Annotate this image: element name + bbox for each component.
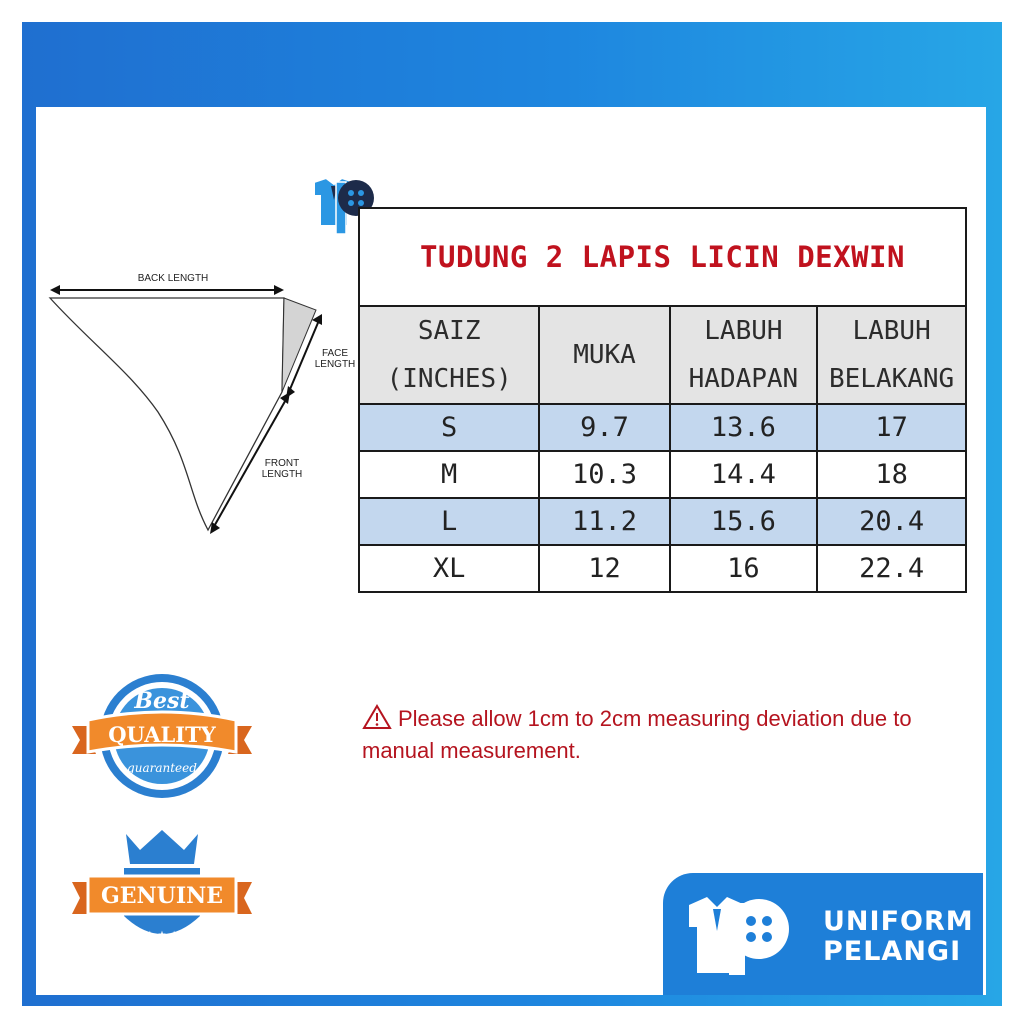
quality-seal-icon [68,668,256,806]
genuine-badge [68,828,256,956]
svg-text:★ ★ ★: ★ ★ ★ [145,930,179,941]
cell-belakang: 22.4 [817,545,966,592]
header-hadapan-line2: HADAPAN [688,364,799,394]
badge-best-text: Best [134,688,190,714]
header-muka: MUKA [539,306,669,404]
cell-hadapan: 14.4 [670,451,818,498]
cell-size: S [359,404,539,451]
cell-size: M [359,451,539,498]
table-row [359,404,966,451]
table-row [359,545,966,592]
warning-icon [362,704,392,730]
back-length-label: BACK LENGTH [137,273,209,284]
table-title: TUDUNG 2 LAPIS LICIN DEXWIN [359,208,966,306]
header-labuh-belakang [817,306,966,404]
cell-belakang: 20.4 [817,498,966,545]
brand-block [663,873,983,995]
table-header-row [359,306,966,404]
brand-name-line1: UNIFORM [823,906,974,937]
badge-quality-text: QUALITY [108,722,216,747]
best-quality-badge [68,668,256,806]
note-text: Please allow 1cm to 2cm measuring deviation due to manual measurement. [362,706,912,763]
header-labuh-hadapan [670,306,818,404]
cell-muka: 12 [539,545,669,592]
cell-hadapan: 13.6 [670,404,818,451]
brand-name-line2: PELANGI [823,936,962,967]
cell-hadapan: 16 [670,545,818,592]
hijab-outline-icon [40,262,370,542]
table-row [359,498,966,545]
front-length-label-line2: LENGTH [261,469,303,480]
shirt-button-logo-icon [687,895,799,977]
header-hadapan-line1: LABUH [704,316,783,346]
cell-muka: 11.2 [539,498,669,545]
cell-belakang: 18 [817,451,966,498]
badge-guaranteed-text: guaranteed [127,761,197,775]
header-size-line2: (INCHES) [386,364,512,394]
table-row [359,451,966,498]
badge-genuine-text: GENUINE [100,883,224,909]
cell-muka: 10.3 [539,451,669,498]
table-title-row [359,208,966,306]
cell-hadapan: 15.6 [670,498,818,545]
front-length-label-line1: FRONT [264,458,300,469]
cell-muka: 9.7 [539,404,669,451]
brand-name [823,907,974,967]
face-length-label-line2: LENGTH [314,359,356,370]
hijab-measurement-diagram [40,262,370,542]
header-size-line1: SAIZ [417,316,481,346]
header-belakang-line2: BELAKANG [828,364,955,394]
header-size [359,306,539,404]
genuine-shield-icon [68,828,256,956]
measurement-note [362,703,962,767]
face-length-label-line1: FACE [321,348,349,359]
cell-size: XL [359,545,539,592]
size-chart-table [358,207,967,593]
face-length-label [310,348,360,370]
header-belakang-line1: LABUH [852,316,931,346]
cell-belakang: 17 [817,404,966,451]
cell-size: L [359,498,539,545]
front-length-label [254,458,310,480]
